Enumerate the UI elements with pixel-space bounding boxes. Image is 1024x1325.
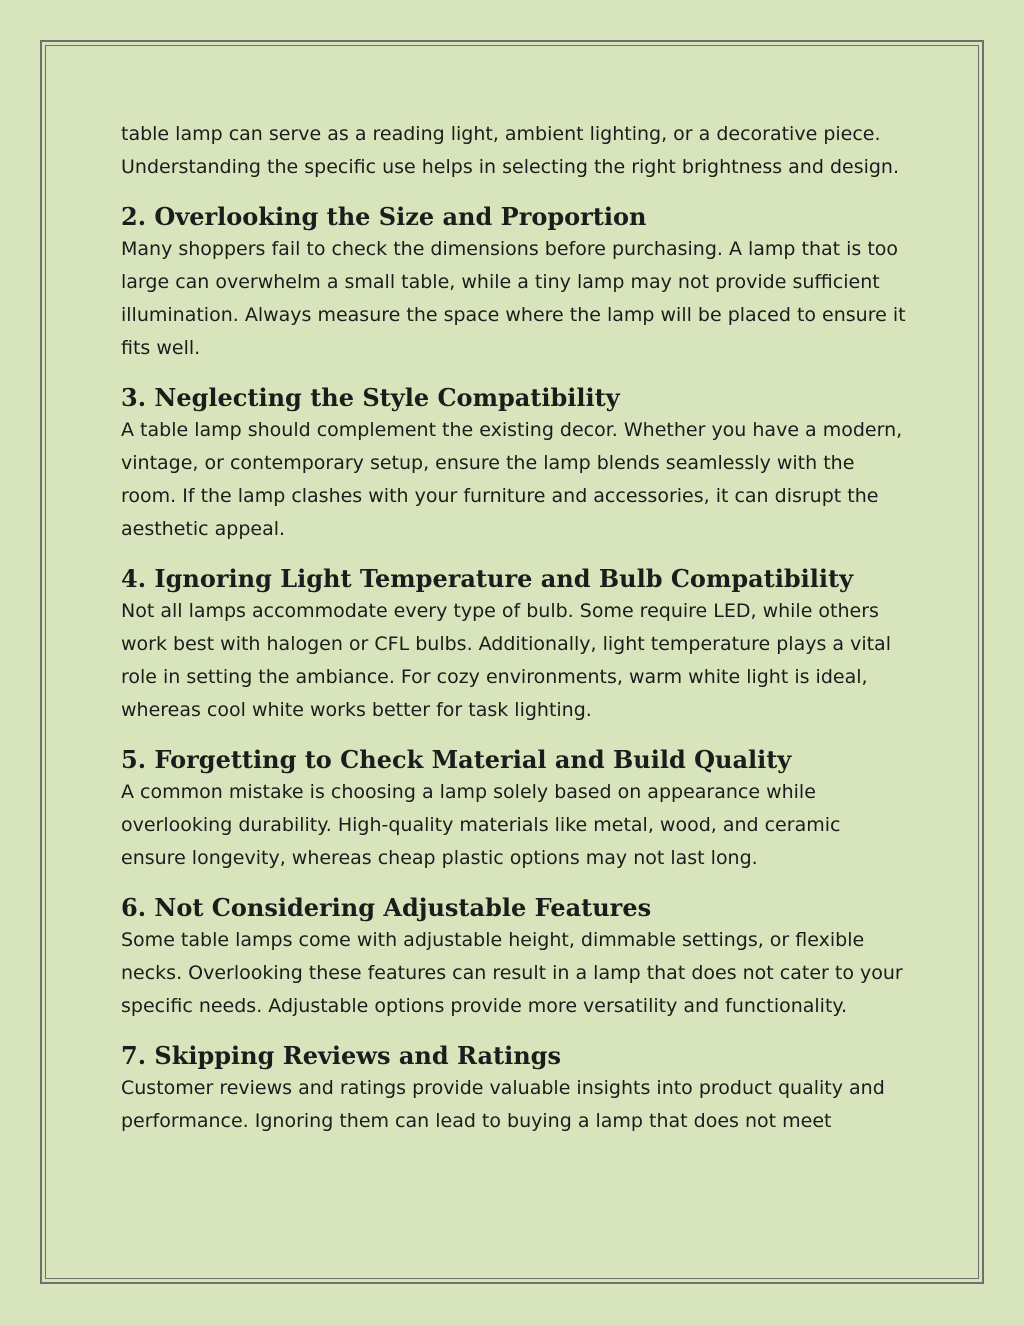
section-body-style: A table lamp should complement the existing decor. Whether you have a modern, vintage, or contemporary setup, ensure the lamp blends seamlessly with the room. If the lamp clashes with your furniture and accessories, it can disrupt the aesthetic appeal.	[121, 419, 903, 540]
section-heading-size: 2. Overlooking the Size and Proportion	[121, 202, 647, 231]
section-body-size: Many shoppers fail to check the dimensions before purchasing. A lamp that is too large can overwhelm a small table, while a tiny lamp may not provide sufficient illumination. Always measure the space where the lamp will be placed to ensure it fits well.	[121, 238, 906, 359]
section-heading-reviews: 7. Skipping Reviews and Ratings	[121, 1041, 561, 1070]
section-heading-material: 5. Forgetting to Check Material and Build Quality	[121, 745, 792, 774]
section-heading-light-temperature: 4. Ignoring Light Temperature and Bulb Compatibility	[121, 564, 854, 593]
section-body-reviews: Customer reviews and ratings provide valuable insights into product quality and performance. Ignoring them can lead to buying a lamp that does not meet	[121, 1077, 885, 1132]
section-body-light-temperature: Not all lamps accommodate every type of bulb. Some require LED, while others work best with halogen or CFL bulbs. Additionally, light temperature plays a vital role in setting the ambiance. For cozy environments, warm white light is ideal, whereas cool white works better for task lighting.	[121, 600, 891, 721]
intro-paragraph: table lamp can serve as a reading light, ambient lighting, or a decorative piece. Understanding the specific use helps in selecting the right brightness and design.	[121, 123, 900, 178]
section-heading-style: 3. Neglecting the Style Compatibility	[121, 383, 620, 412]
section-body-material: A common mistake is choosing a lamp solely based on appearance while overlooking durability. High-quality materials like metal, wood, and ceramic ensure longevity, whereas cheap plastic options may not last long.	[121, 781, 841, 869]
section-heading-adjustable: 6. Not Considering Adjustable Features	[121, 893, 652, 922]
section-body-adjustable: Some table lamps come with adjustable height, dimmable settings, or flexible necks. Overlooking these features can result in a lamp that does not cater to your specific needs. Adjustable options provide more versatility and functionality.	[121, 929, 903, 1017]
article-body	[121, 118, 911, 1138]
